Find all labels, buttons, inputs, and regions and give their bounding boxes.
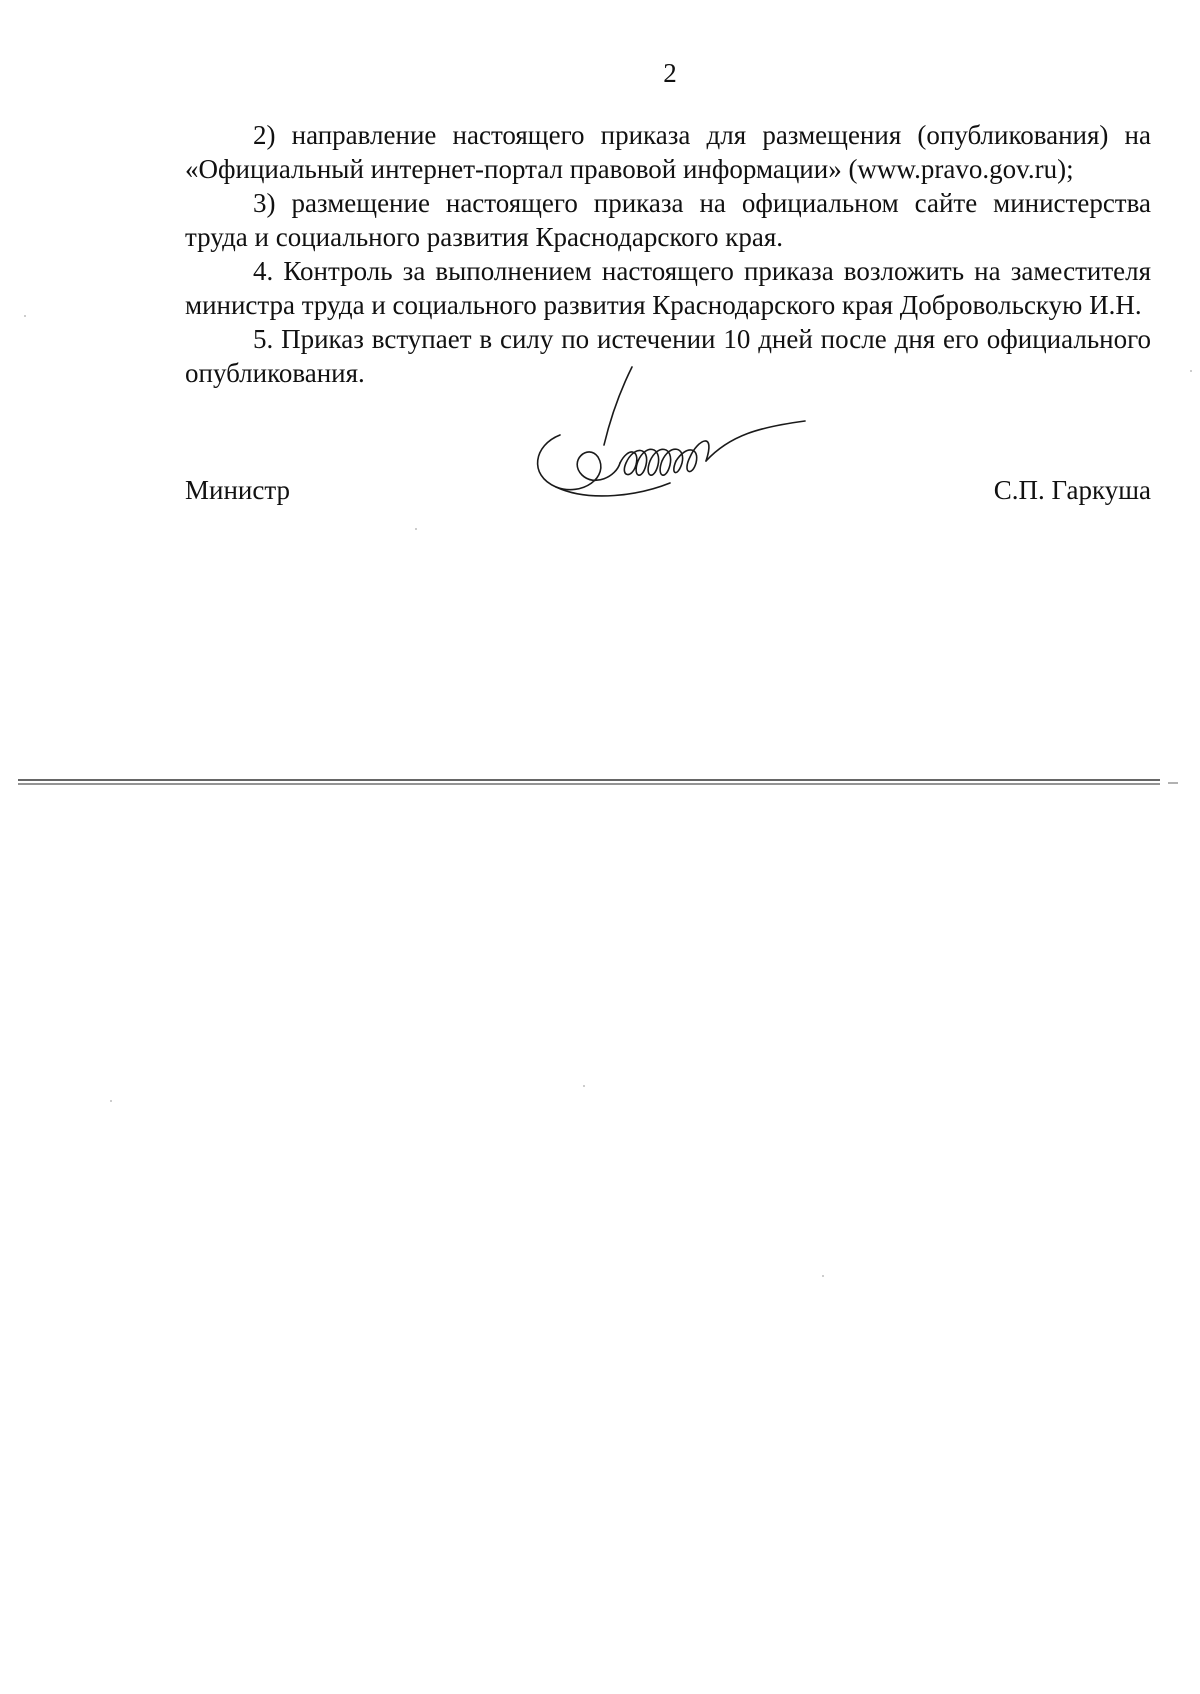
paragraph-item-4: 4. Контроль за выполнением настоящего приказа возложить на заместителя министра труда и социального развития Краснодарского края Добровольскую И.Н. bbox=[185, 256, 1151, 320]
handwritten-signature bbox=[520, 365, 810, 515]
horizontal-rule bbox=[0, 777, 1200, 789]
page-number: 2 bbox=[663, 58, 677, 88]
signatory-name: С.П. Гаркуша bbox=[993, 475, 1151, 505]
scan-speck bbox=[1190, 370, 1192, 372]
paragraph-item-2: 2) направление настоящего приказа для размещения (опубликования) на «Официальный интернет-портал правовой информации» (www.pravo.gov.ru); bbox=[185, 120, 1151, 184]
signature-stroke bbox=[706, 421, 805, 461]
signature-stroke bbox=[604, 367, 632, 445]
document-body bbox=[185, 118, 1151, 390]
paragraph-item-3: 3) размещение настоящего приказа на официальном сайте министерства труда и социального развития Краснодарского края. bbox=[185, 188, 1151, 252]
scan-speck bbox=[110, 1100, 112, 1102]
scan-speck bbox=[822, 1275, 824, 1277]
signatory-title: Министр bbox=[185, 475, 290, 505]
signature-stroke bbox=[620, 449, 683, 475]
signature-stroke bbox=[538, 435, 620, 490]
paragraph-item-5: 5. Приказ вступает в силу по истечении 10 дней после дня его официального опубликования. bbox=[185, 324, 1151, 388]
scan-speck bbox=[24, 315, 26, 317]
scan-speck bbox=[415, 528, 417, 530]
scan-speck bbox=[583, 1085, 585, 1087]
